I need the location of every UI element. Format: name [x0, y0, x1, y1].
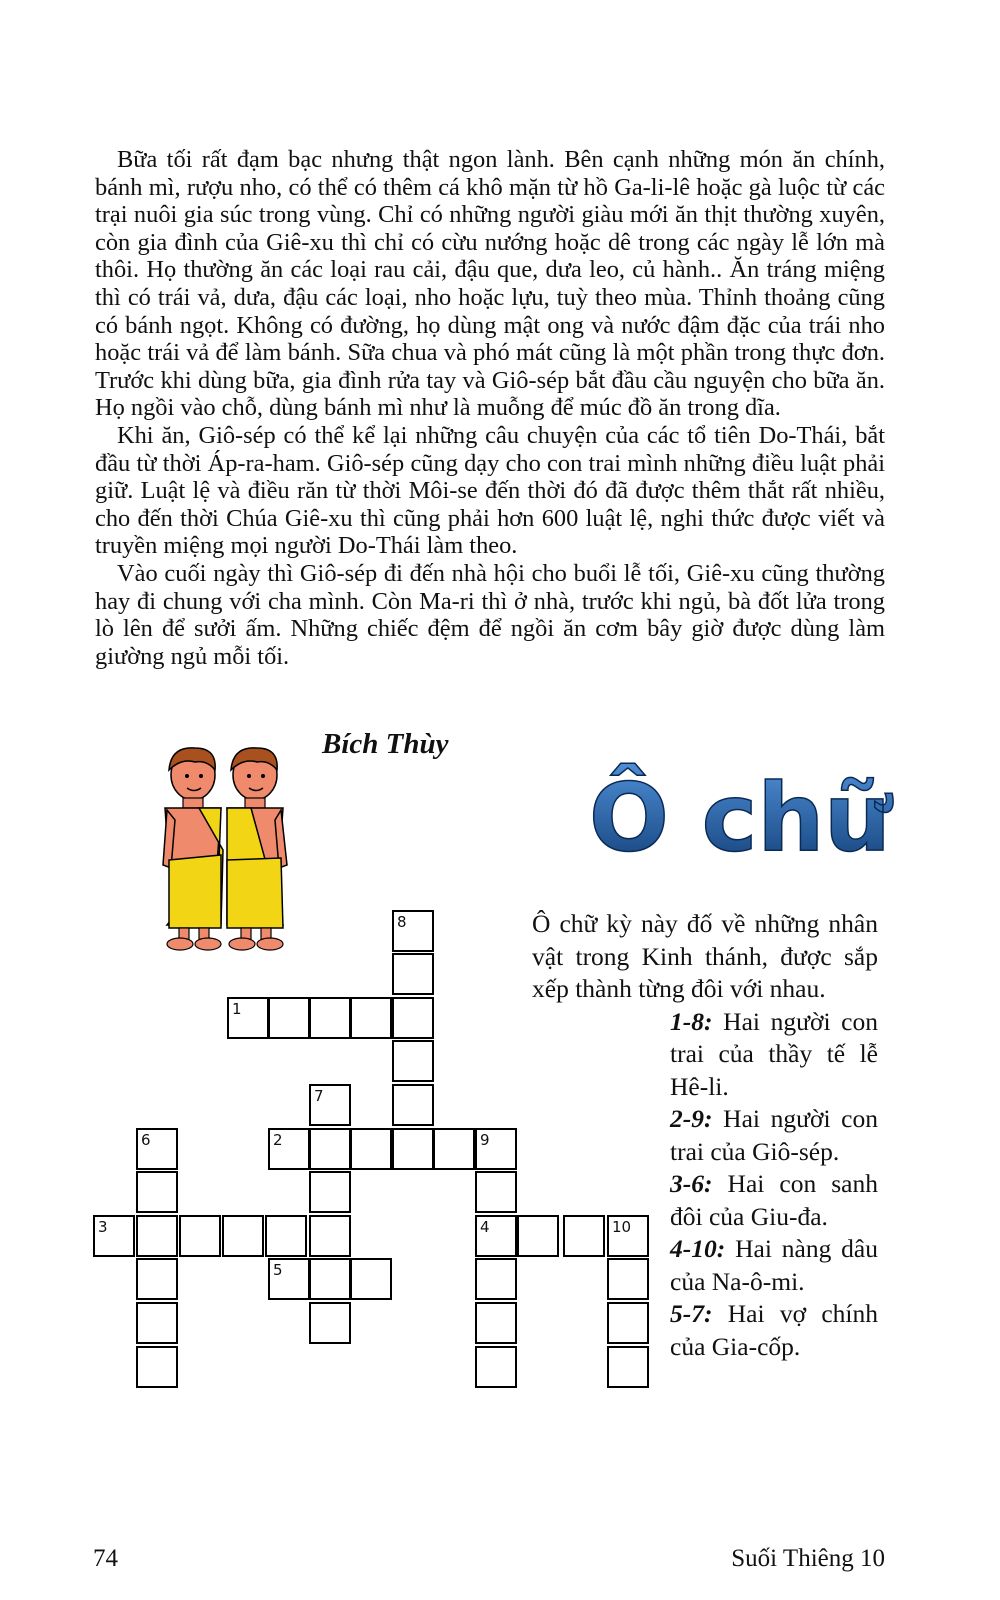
clue-item — [670, 1233, 878, 1298]
two-boys-illustration — [155, 740, 295, 955]
crossword-cell[interactable] — [265, 1215, 307, 1257]
crossword-cell[interactable] — [309, 1258, 351, 1300]
crossword-cell[interactable] — [309, 1215, 351, 1257]
crossword-cell[interactable] — [475, 1215, 517, 1257]
crossword-cell[interactable] — [309, 1171, 351, 1213]
crossword-cell[interactable] — [222, 1215, 264, 1257]
crossword-cell[interactable] — [309, 997, 351, 1039]
clue-text: Hai con sanh đôi của Giu-đa. — [670, 1169, 878, 1231]
clue-number: 1 — [232, 1000, 242, 1018]
crossword-clues — [532, 908, 878, 1363]
clue-number: 9 — [480, 1131, 490, 1149]
clue-item — [670, 1168, 878, 1233]
clue-text: Hai vợ chính của Gia-cốp. — [670, 1299, 878, 1361]
clue-list — [670, 1006, 878, 1364]
crossword-cell[interactable] — [309, 1302, 351, 1344]
clue-key: 5-7: — [670, 1299, 713, 1328]
crossword-cell[interactable] — [268, 1128, 310, 1170]
crossword-cell[interactable] — [475, 1258, 517, 1300]
clue-key: 1-8: — [670, 1006, 713, 1036]
clue-number: 10 — [612, 1218, 632, 1236]
boy-right — [227, 748, 287, 950]
crossword-cell[interactable] — [475, 1302, 517, 1344]
clue-number: 7 — [314, 1087, 324, 1105]
crossword-cell[interactable] — [392, 1084, 434, 1126]
logo-text: Ô chữ — [589, 764, 892, 873]
clue-item — [670, 1006, 878, 1104]
crossword-cell[interactable] — [392, 1128, 434, 1170]
paragraph: Bữa tối rất đạm bạc nhưng thật ngon lành. Bên cạnh những món ăn chính, bánh mì, rượu nho, có thể có thêm cá khô mặn từ hồ Ga-li-lê hoặc gà luộc từ các trại nuôi gia súc trong vùng. Chỉ có những người giàu mới ăn thịt thường xuyên, còn gia đình của Giê-xu thì chỉ có cừu nướng hoặc dê trong các ngày lễ lớn mà thôi. Họ thường ăn các loại rau cải, đậu que, dưa leo, củ hành.. Ăn tráng miệng thì có trái vả, dưa, đậu các loại, nho hoặc lựu, tuỳ theo mùa. Thỉnh thoảng cũng có bánh ngọt. Không có đường, họ dùng mật ong và nước đậm đặc của trái nho hoặc trái vả để làm bánh. Sữa chua và phó mát cũng là một phần trong thực đơn. Trước khi dùng bữa, gia đình rửa tay và Giô-sép bắt đầu cầu nguyện cho bữa ăn. Họ ngồi vào chỗ, dùng bánh mì như là muỗng để múc đồ ăn trong dĩa. — [95, 146, 885, 422]
crossword-cell[interactable] — [309, 1084, 351, 1126]
crossword-cell[interactable] — [136, 1346, 178, 1388]
author-name: Bích Thùy — [322, 728, 449, 760]
crossword-cell[interactable] — [475, 1346, 517, 1388]
article-body — [95, 146, 885, 670]
publication-title: Suối Thiêng 10 — [731, 1545, 885, 1572]
page-number: 74 — [93, 1545, 118, 1572]
crossword-cell[interactable] — [136, 1258, 178, 1300]
crossword-cell[interactable] — [350, 1128, 392, 1170]
crossword-cell[interactable] — [136, 1302, 178, 1344]
clue-text: Hai nàng dâu của Na-ô-mi. — [670, 1234, 878, 1296]
clue-number: 8 — [397, 913, 407, 931]
crossword-cell[interactable] — [433, 1128, 475, 1170]
crossword-cell[interactable] — [392, 1040, 434, 1082]
crossword-cell[interactable] — [392, 910, 434, 952]
crossword-cell[interactable] — [93, 1215, 135, 1257]
paragraph: Vào cuối ngày thì Giô-sép đi đến nhà hội cho buổi lễ tối, Giê-xu cũng thường hay đi chung với cha mình. Còn Ma-ri thì ở nhà, trước khi ngủ, bà đốt lửa trong lò lên để sưởi ấm. Những chiếc đệm để ngồi ăn cơm bây giờ được dùng làm giường ngủ mỗi tối. — [95, 559, 885, 670]
clue-number: 4 — [480, 1218, 490, 1236]
crossword-cell[interactable] — [136, 1171, 178, 1213]
crossword-cell[interactable] — [309, 1128, 351, 1170]
clue-item — [670, 1103, 878, 1168]
crossword-cell[interactable] — [392, 953, 434, 995]
clue-key: 3-6: — [670, 1169, 713, 1198]
boy-left — [163, 748, 223, 950]
clue-number: 5 — [273, 1261, 283, 1279]
clue-number: 6 — [141, 1131, 151, 1149]
crossword-cell[interactable] — [475, 1128, 517, 1170]
clue-number: 3 — [98, 1218, 108, 1236]
clue-text: Hai người con trai của thầy tế lễ Hê-li. — [670, 1006, 879, 1101]
clue-number: 2 — [273, 1131, 283, 1149]
crossword-cell[interactable] — [268, 1258, 310, 1300]
crossword-cell[interactable] — [136, 1215, 178, 1257]
crossword-cell[interactable] — [136, 1128, 178, 1170]
crossword-cell[interactable] — [350, 1258, 392, 1300]
clue-item — [670, 1298, 878, 1363]
o-chu-logo — [583, 745, 892, 873]
clue-key: 2-9: — [670, 1104, 713, 1133]
crossword-cell[interactable] — [392, 997, 434, 1039]
crossword-intro: Ô chữ kỳ này đố về những nhân vật trong Kinh thánh, được sắp xếp thành từng đôi với nhau. — [532, 909, 878, 1003]
crossword-cell[interactable] — [350, 997, 392, 1039]
crossword-cell[interactable] — [475, 1171, 517, 1213]
crossword-cell[interactable] — [179, 1215, 221, 1257]
crossword-cell[interactable] — [227, 997, 269, 1039]
crossword-cell[interactable] — [268, 997, 310, 1039]
clue-key: 4-10: — [670, 1234, 726, 1263]
clue-text: Hai người con trai của Giô-sép. — [670, 1104, 879, 1166]
paragraph: Khi ăn, Giô-sép có thể kể lại những câu chuyện của các tổ tiên Do-Thái, bắt đầu từ thời Áp-ra-ham. Giô-sép cũng dạy cho con trai mình những điều luật phải giữ. Luật lệ và điều răn từ thời Môi-se đến thời đó đã được thêm thắt rất nhiều, cho đến thời Chúa Giê-xu thì cũng phải hơn 600 luật lệ, nghi thức được viết và truyền miệng mọi người Do-Thái làm theo. — [95, 421, 885, 560]
